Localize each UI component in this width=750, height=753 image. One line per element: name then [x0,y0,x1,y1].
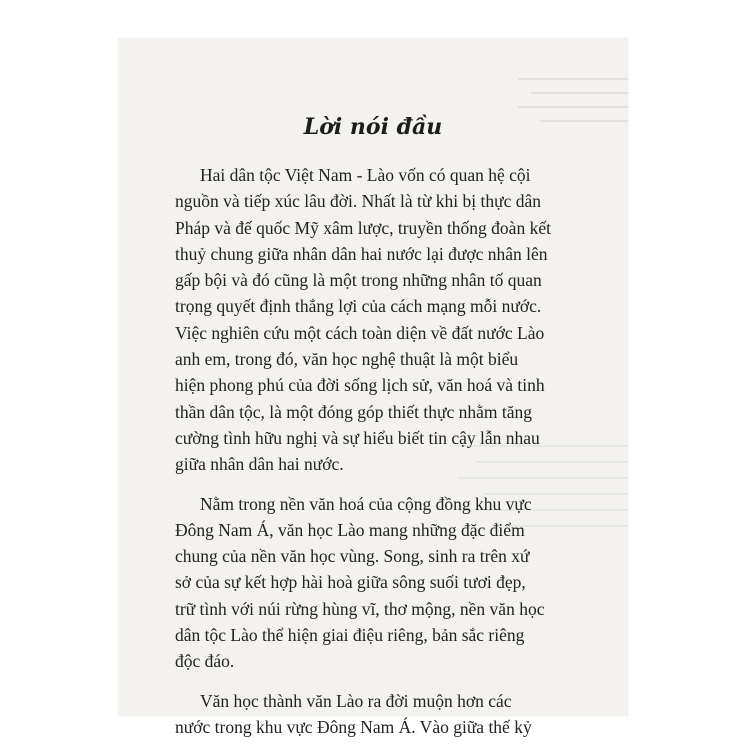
text-line: hiện phong phú của đời sống lịch sử, văn hoá và tinh [175,375,545,396]
text-line: giữa nhân dân hai nước. [175,454,344,475]
text-line: anh em, trong đó, văn học nghệ thuật là một biểu [175,349,519,370]
text-line: độc đáo. [175,651,235,672]
body-text [175,162,600,753]
text-line: nguồn và tiếp xúc lâu đời. Nhất là từ khi bị thực dân [175,191,541,212]
text-line: sở của sự kết hợp hài hoà giữa sông suối tươi đẹp, [175,572,526,593]
paragraph [175,491,600,675]
text-line: nước trong khu vực Đông Nam Á. Vào giữa thế kỷ [175,716,532,737]
text-line: thuỷ chung giữa nhân dân hai nước lại được nhân lên [175,243,548,264]
text-line: Đông Nam Á, văn học Lào mang những đặc điểm [175,519,525,540]
page-title: Lời nói đầu [303,114,443,140]
text-line: thần dân tộc, là một đóng góp thiết thực nhằm tăng [175,401,532,422]
text-line: Nằm trong nền văn hoá của cộng đồng khu vực [200,493,532,514]
text-line: chung của nền văn học vùng. Song, sinh ra trên xứ [175,546,530,567]
book-page [118,38,628,737]
text-line: Hai dân tộc Việt Nam - Lào vốn có quan hệ cội [200,165,531,185]
text-line: Pháp và đế quốc Mỹ xâm lược, truyền thống đoàn kết [175,217,551,238]
text-line: Văn học thành văn Lào ra đời muộn hơn các [200,690,512,711]
text-line: trữ tình với núi rừng hùng vĩ, thơ mộng, nền văn học [175,598,545,619]
paragraph [175,162,600,478]
paragraph [175,688,600,741]
text-line: Việc nghiên cứu một cách toàn diện về đất nước Lào [175,322,545,343]
text-line: trọng quyết định thắng lợi của cách mạng mỗi nước. [175,296,542,317]
text-line: dân tộc Lào thể hiện giai điệu riêng, bản sắc riêng [175,625,525,646]
text-line: gấp bội và đó cũng là một trong những nhân tố quan [175,270,542,291]
text-line: cường tình hữu nghị và sự hiểu biết tin cậy lẫn nhau [175,427,540,448]
